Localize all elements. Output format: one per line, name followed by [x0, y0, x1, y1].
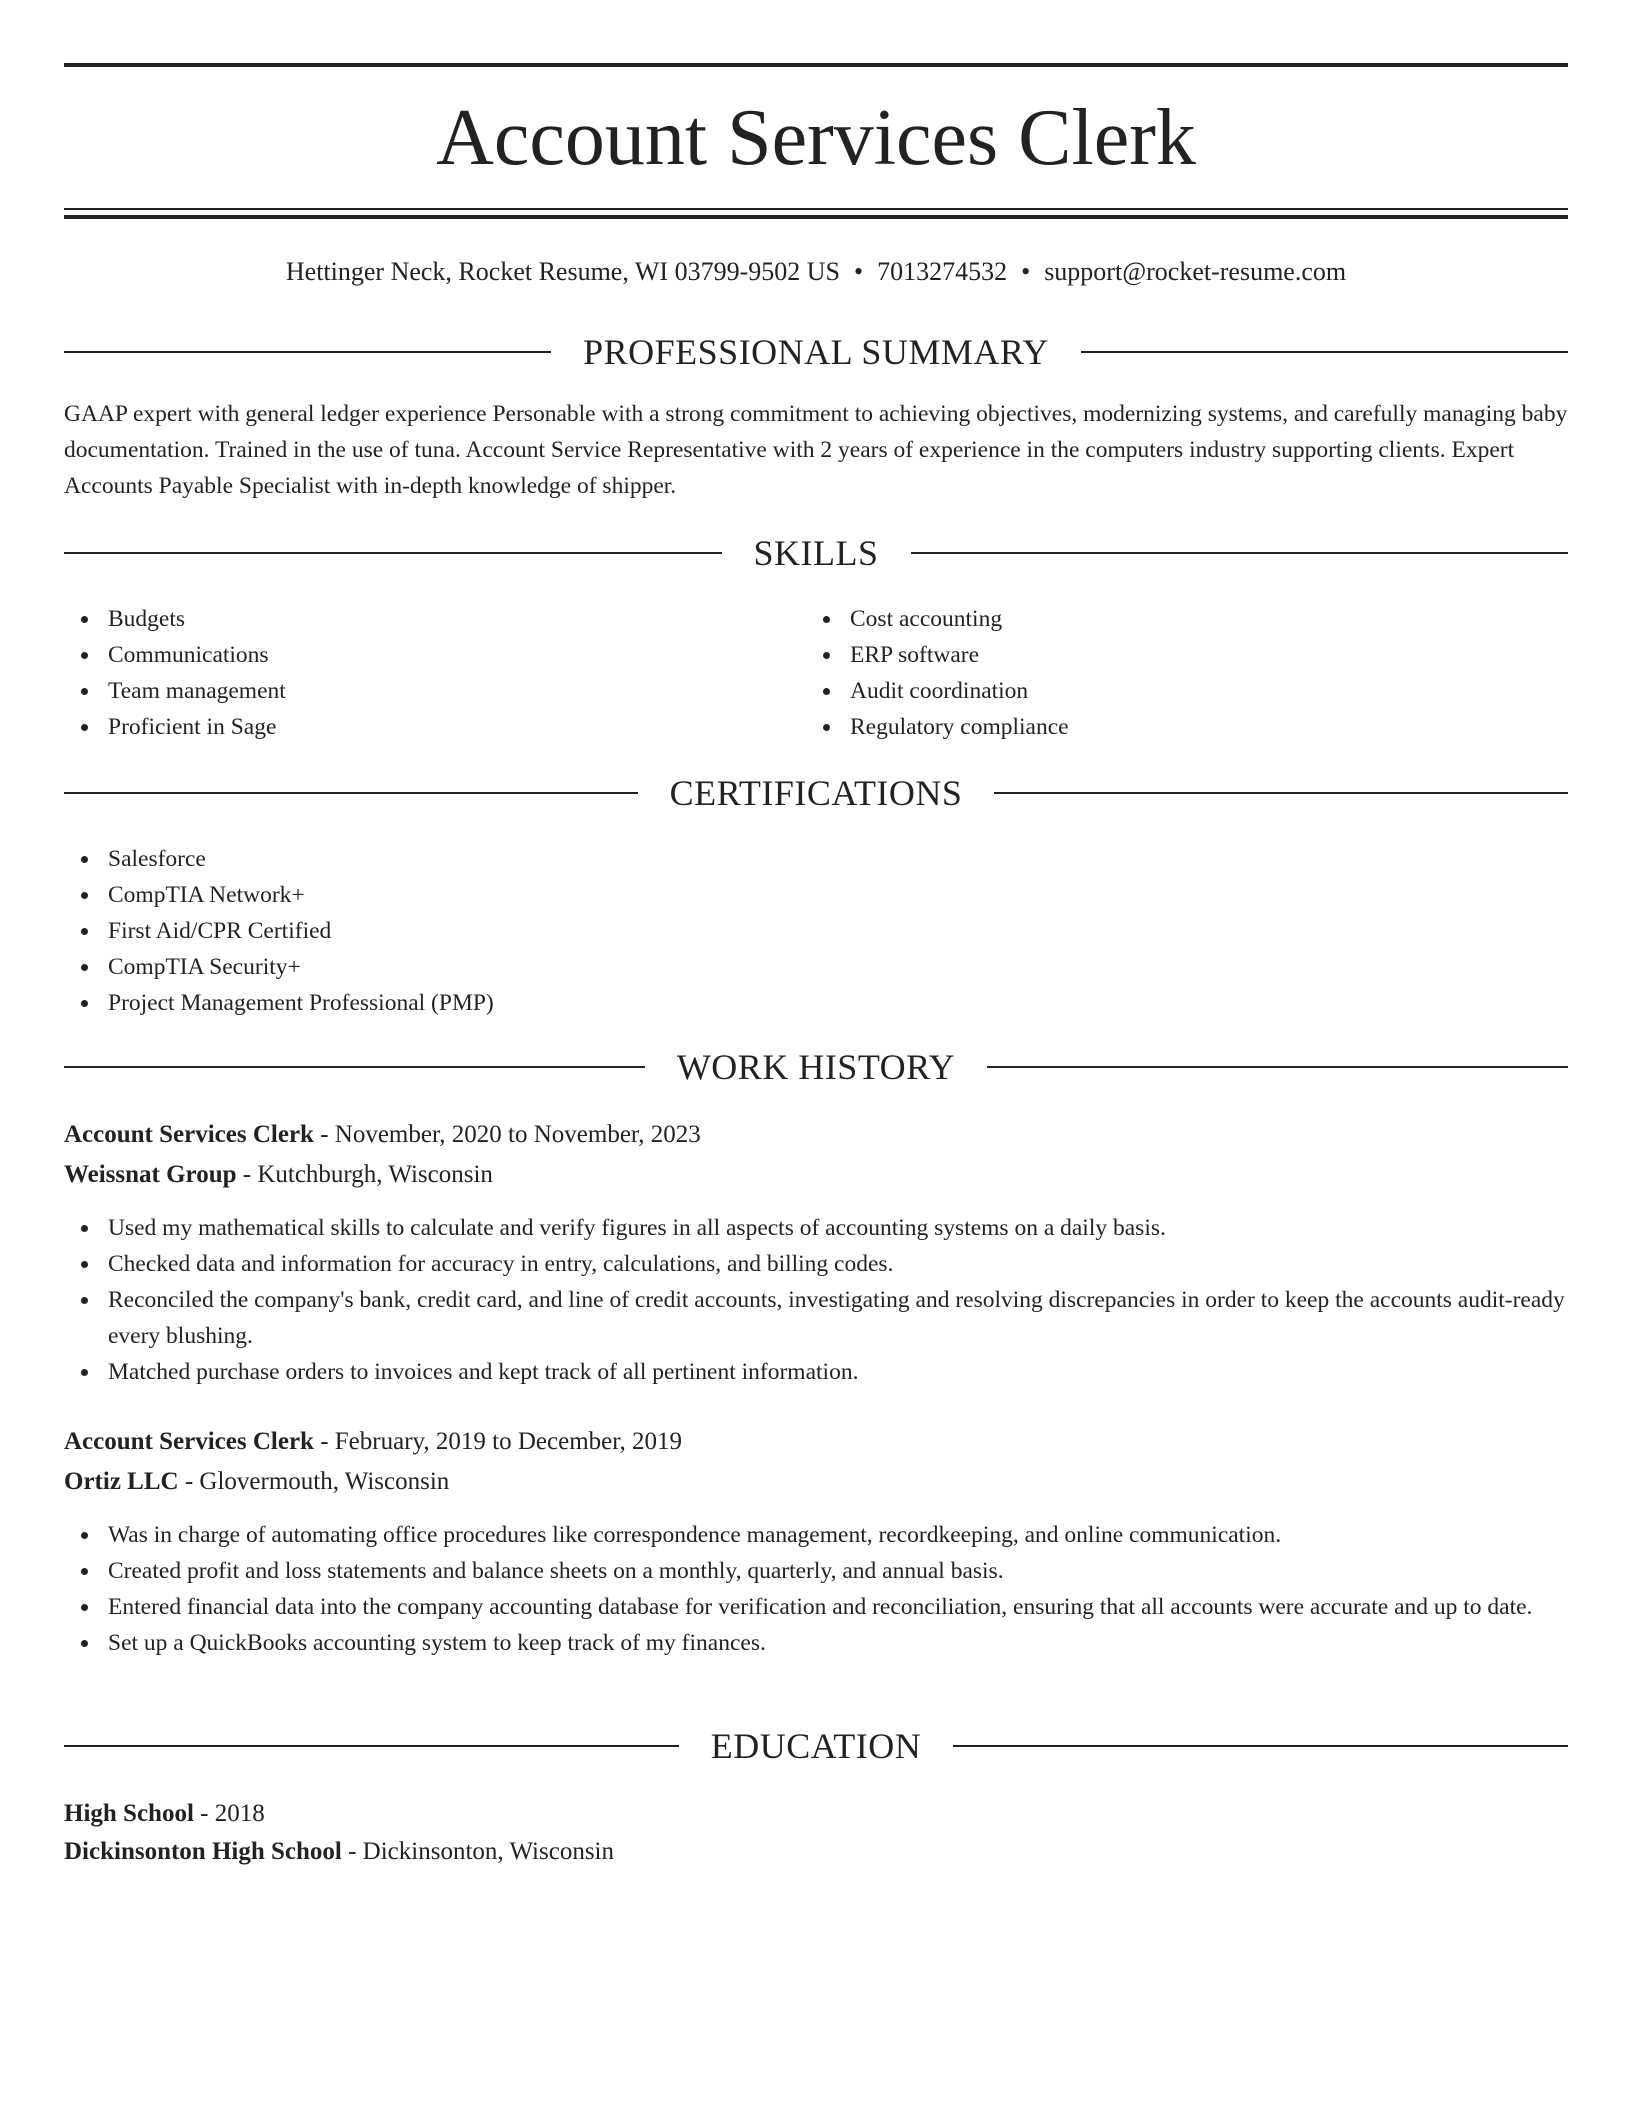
heading-rule-right — [953, 1745, 1568, 1747]
skill-item: Regulatory compliance — [850, 709, 1550, 745]
job-company-line — [64, 1462, 1568, 1502]
heading-rule-left — [64, 792, 638, 794]
job-location: - Glovermouth, Wisconsin — [178, 1468, 450, 1495]
certification-item: CompTIA Network+ — [108, 877, 1568, 913]
job-duty: Matched purchase orders to invoices and kept track of all pertinent information. — [108, 1354, 1568, 1390]
certifications-list — [64, 841, 1568, 1021]
skills-heading: SKILLS — [753, 533, 879, 573]
job-title-line — [64, 1115, 1568, 1155]
job-title: Account Services Clerk — [64, 1121, 314, 1148]
contact-line — [64, 255, 1568, 289]
header-bottom-rule-thick — [64, 215, 1568, 219]
job-duty: Reconciled the company's bank, credit card, and line of credit accounts, investigating and resolving discrepancies in order to keep the accounts audit-ready every blushing. — [108, 1282, 1568, 1354]
education-section-heading — [64, 1724, 1568, 1768]
skill-item: ERP software — [850, 637, 1550, 673]
job-company: Ortiz LLC — [64, 1468, 179, 1495]
certification-item: First Aid/CPR Certified — [108, 913, 1568, 949]
contact-separator: • — [1021, 257, 1031, 286]
certification-item: Salesforce — [108, 841, 1568, 877]
skills-list-left — [64, 601, 808, 745]
education-degree: High School — [64, 1800, 194, 1827]
job-dates: - November, 2020 to November, 2023 — [313, 1121, 701, 1148]
summary-section-heading — [64, 330, 1568, 374]
heading-rule-left — [64, 351, 551, 353]
job-location: - Kutchburgh, Wisconsin — [236, 1161, 493, 1188]
job-duties-list — [64, 1517, 1568, 1661]
heading-rule-left — [64, 552, 722, 554]
heading-rule-right — [911, 552, 1569, 554]
job-company: Weissnat Group — [64, 1161, 237, 1188]
skill-item: Cost accounting — [850, 601, 1550, 637]
education-degree-line — [64, 1794, 1568, 1834]
education-heading: EDUCATION — [710, 1726, 922, 1766]
skills-section-heading — [64, 531, 1568, 575]
skill-item: Proficient in Sage — [108, 709, 808, 745]
work-heading: WORK HISTORY — [676, 1047, 956, 1087]
work-section-heading — [64, 1045, 1568, 1089]
job-company-line — [64, 1155, 1568, 1195]
heading-rule-left — [64, 1066, 645, 1068]
skill-item: Budgets — [108, 601, 808, 637]
heading-rule-left — [64, 1745, 679, 1747]
skill-item: Communications — [108, 637, 808, 673]
heading-rule-right — [987, 1066, 1568, 1068]
job-duties-list — [64, 1210, 1568, 1390]
education-location: - Dickinsonton, Wisconsin — [341, 1838, 614, 1865]
contact-separator: • — [853, 257, 864, 286]
header-top-rule — [64, 63, 1568, 67]
job-duty: Used my mathematical skills to calculate and verify figures in all aspects of accounting systems on a daily basis. — [108, 1210, 1568, 1246]
certifications-heading: CERTIFICATIONS — [669, 773, 963, 813]
heading-rule-right — [1081, 351, 1568, 353]
certification-item: CompTIA Security+ — [108, 949, 1568, 985]
job-title: Account Services Clerk — [64, 1428, 314, 1455]
education-school-line — [64, 1832, 1568, 1872]
job-duty: Entered financial data into the company accounting database for verification and reconciliation, ensuring that all accounts were accurate and up to date. — [108, 1589, 1568, 1625]
job-title-line — [64, 1422, 1568, 1462]
certification-item: Project Management Professional (PMP) — [108, 985, 1568, 1021]
heading-rule-right — [994, 792, 1568, 794]
education-year: - 2018 — [193, 1800, 265, 1827]
job-duty: Created profit and loss statements and balance sheets on a monthly, quarterly, and annual basis. — [108, 1553, 1568, 1589]
certifications-section-heading — [64, 771, 1568, 815]
header-bottom-rule-thin — [64, 208, 1568, 210]
skill-item: Audit coordination — [850, 673, 1550, 709]
summary-heading: PROFESSIONAL SUMMARY — [583, 332, 1049, 372]
job-dates: - February, 2019 to December, 2019 — [313, 1428, 683, 1455]
skill-item: Team management — [108, 673, 808, 709]
contact-phone: 7013274532 — [877, 257, 1008, 286]
summary-text: GAAP expert with general ledger experience Personable with a strong commitment to achieving objectives, modernizing systems, and carefully managing baby documentation. Trained in the use of tuna. Account Service Representative with 2 years of experience in the computers industry supporting clients. Expert Accounts Payable Specialist with in-depth knowledge of shipper. — [64, 401, 1568, 499]
candidate-name: Account Services Clerk — [436, 94, 1196, 182]
education-school: Dickinsonton High School — [64, 1838, 342, 1865]
contact-address: Hettinger Neck, Rocket Resume, WI 03799-9502 US — [285, 257, 840, 286]
job-duty: Was in charge of automating office procedures like correspondence management, recordkeeping, and online communication. — [108, 1517, 1568, 1553]
job-duty: Set up a QuickBooks accounting system to keep track of my finances. — [108, 1625, 1568, 1661]
skills-list-right — [806, 601, 1550, 745]
job-duty: Checked data and information for accuracy in entry, calculations, and billing codes. — [108, 1246, 1568, 1282]
contact-email: support@rocket-resume.com — [1044, 257, 1347, 286]
